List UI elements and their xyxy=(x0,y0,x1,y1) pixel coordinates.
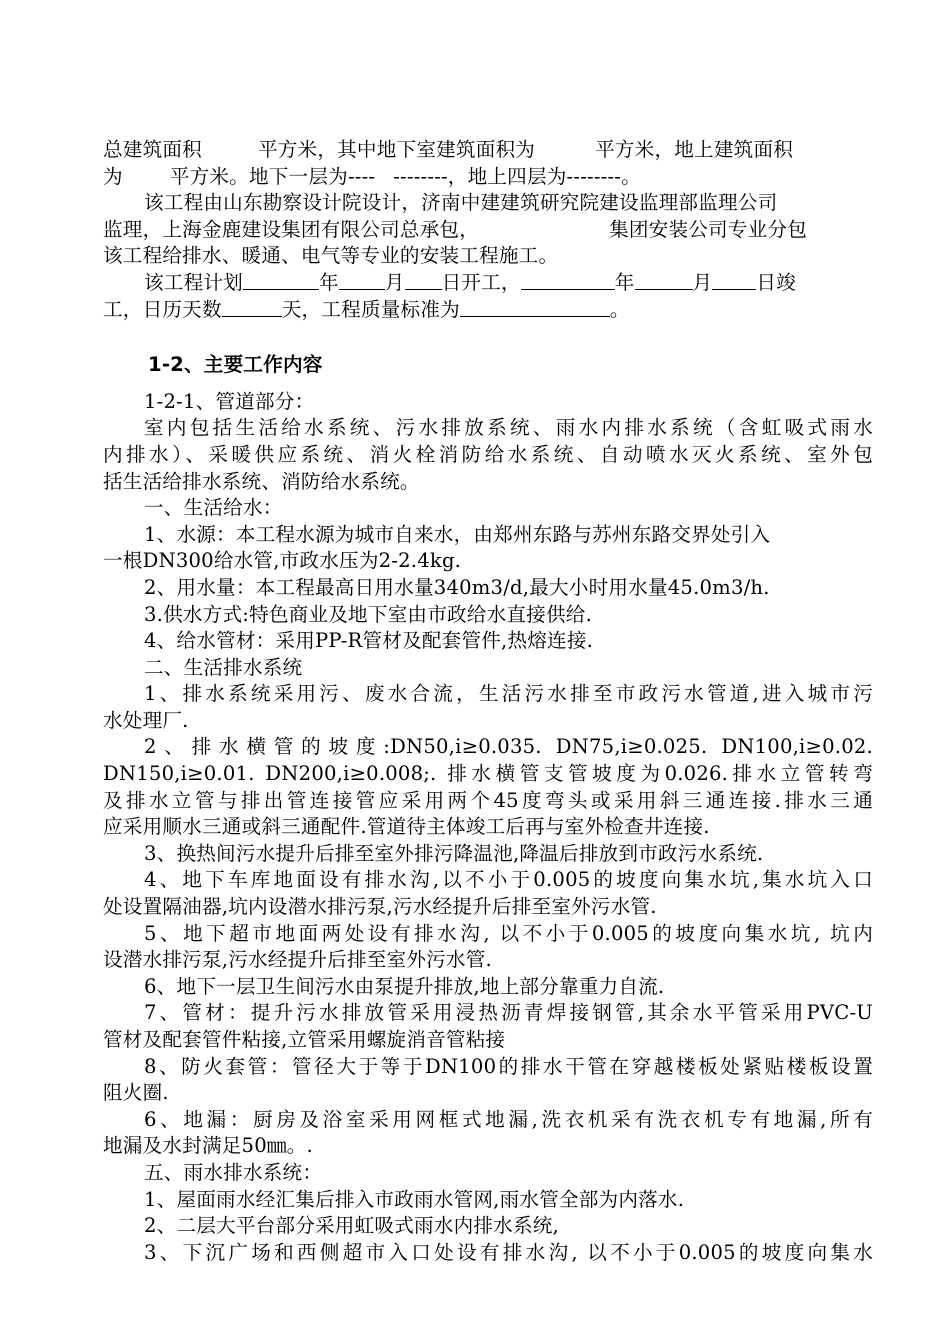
body-line: 1-2-1、管道部分： xyxy=(144,389,315,413)
blank-field xyxy=(405,271,442,290)
body-line: 一、生活给水： xyxy=(144,496,283,520)
body-line: 处设置隔油器,坑内设潜水排污泵,污水经提升后排至室外污水管. xyxy=(103,895,657,919)
body-line: 4、给水管材：采用PP-R管材及配套管件,热熔连接. xyxy=(144,629,594,653)
body-line: 6、地下一层卫生间污水由泵提升排放,地上部分靠重力自流. xyxy=(144,974,665,998)
intro-text: 日竣 xyxy=(756,270,796,294)
intro-text: 月 xyxy=(692,270,713,294)
blank-field xyxy=(712,271,756,290)
body-line: 8、防火套管：管径大于等于DN100的排水干管在穿越楼板处紧贴楼板设置 xyxy=(144,1054,873,1078)
body-line: 1、屋面雨水经汇集后排入市政雨水管网,雨水管全部为内落水. xyxy=(144,1187,685,1211)
body-line: 括生活给排水系统、消防给水系统。 xyxy=(103,469,420,493)
intro-line-5 xyxy=(103,243,873,270)
body-line: 五、雨水排水系统： xyxy=(144,1160,323,1184)
intro-text: 该工程给排水、暖通、电气等专业的安装工程施工。 xyxy=(103,244,559,268)
body-line: 设潜水排污泵,污水经提升后排至室外污水管. xyxy=(103,948,492,972)
body-line: 及排水立管与排出管连接管应采用两个45度弯头或采用斜三通连接.排水三通 xyxy=(103,788,873,812)
body-line: DN150,i≥0.01. DN200,i≥0.008;. 排水横管支管坡度为0.026.排水立管转弯 xyxy=(103,762,873,786)
document-page xyxy=(103,137,873,1266)
intro-text: 平方米，其中地下室建筑面积为 xyxy=(257,138,536,161)
body-line: 4、地下车库地面设有排水沟,以不小于0.005的坡度向集水坑,集水坑入口 xyxy=(144,868,873,892)
blank-field xyxy=(222,298,282,317)
body-line: 1、水源：本工程水源为城市自来水，由郑州东路与苏州东路交界处引入 xyxy=(144,522,771,546)
body-line: 地漏及水封满足50㎜。. xyxy=(103,1134,313,1158)
body-line: 水处理厂. xyxy=(103,708,189,732)
blank-field xyxy=(339,271,385,290)
body-line: 3、换热间污水提升后排至室外排污降温池,降温后排放到市政污水系统. xyxy=(144,841,764,865)
body-line: 2、二层大平台部分采用虹吸式雨水内排水系统, xyxy=(144,1214,559,1238)
intro-text: --------，地上四层为--------。 xyxy=(393,164,641,188)
intro-text: 集团安装公司专业分包 xyxy=(609,217,808,241)
intro-text: 年 xyxy=(318,270,339,294)
intro-line-3 xyxy=(103,190,873,217)
body-line: 3.供水方式:特色商业及地下室由市政给水直接供给. xyxy=(144,602,592,626)
body-line: 2、排水横管的坡度:DN50,i≥0.035. DN75,i≥0.025. DN100,i≥0.02. xyxy=(144,735,873,759)
intro-text: 年 xyxy=(614,270,635,294)
intro-text: 为 xyxy=(103,164,123,188)
blank-field xyxy=(521,271,615,290)
body-line: 阻火圈. xyxy=(103,1081,169,1105)
body-line: 管材及配套管件粘接,立管采用螺旋消音管粘接 xyxy=(103,1028,506,1051)
intro-text: 监理，上海金鹿建设集团有限公司总承包， xyxy=(103,217,480,241)
intro-line-2 xyxy=(103,164,873,191)
intro-line-1 xyxy=(103,137,873,164)
body-text xyxy=(103,389,873,1267)
body-line: 室内包括生活给水系统、污水排放系统、雨水内排水系统（含虹吸式雨水 xyxy=(144,416,873,440)
intro-text: 总建筑面积 xyxy=(103,138,202,161)
section-heading: 1-2、主要工作内容 xyxy=(148,353,323,377)
body-line: 2、用水量：本工程最高日用水量340m3/d,最大小时用水量45.0m3/h. xyxy=(144,575,770,599)
body-line: 内排水）、采暖供应系统、消火栓消防给水系统、自动喷水灭火系统、室外包 xyxy=(103,442,873,466)
intro-text: 日开工， xyxy=(441,270,521,294)
body-line: 一根DN300给水管,市政水压为2-2.4kg. xyxy=(103,549,462,573)
intro-text: 平方米，地上建筑面积 xyxy=(595,138,794,161)
intro-text: 该工程由山东勘察设计院设计，济南中建建筑研究院建设监理部监理公司 xyxy=(144,191,778,215)
intro-text: 。 xyxy=(609,297,630,321)
intro-text: 平方米。地下一层为---- xyxy=(169,164,376,188)
blank-field xyxy=(460,298,610,317)
body-line: 应采用顺水三通或斜三通配件.管道待主体竣工后再与室外检查井连接. xyxy=(103,815,710,839)
intro-line-7 xyxy=(103,297,873,324)
blank-field xyxy=(243,271,319,290)
body-line: 二、生活排水系统 xyxy=(144,655,303,679)
body-line: 6、地漏：厨房及浴室采用网框式地漏,洗衣机采有洗衣机专有地漏,所有 xyxy=(144,1107,873,1131)
intro-text: 工，日历天数 xyxy=(103,297,222,321)
body-line: 1、排水系统采用污、废水合流，生活污水排至市政污水管道,进入城市污 xyxy=(144,682,873,706)
body-line: 5、地下超市地面两处设有排水沟, 以不小于0.005的坡度向集水坑, 坑内 xyxy=(144,921,873,945)
blank-field xyxy=(635,271,693,290)
intro-text: 月 xyxy=(384,270,405,294)
body-line: 3、下沉广场和西侧超市入口处设有排水沟, 以不小于0.005的坡度向集水 xyxy=(144,1240,873,1264)
intro-text: 该工程计划 xyxy=(144,270,243,294)
body-line: 7、管材：提升污水排放管采用浸热沥青焊接钢管,其余水平管采用PVC-U xyxy=(144,1001,873,1025)
intro-line-6 xyxy=(103,270,873,297)
intro-text: 天，工程质量标准为 xyxy=(281,297,460,321)
intro-line-4 xyxy=(103,217,873,244)
